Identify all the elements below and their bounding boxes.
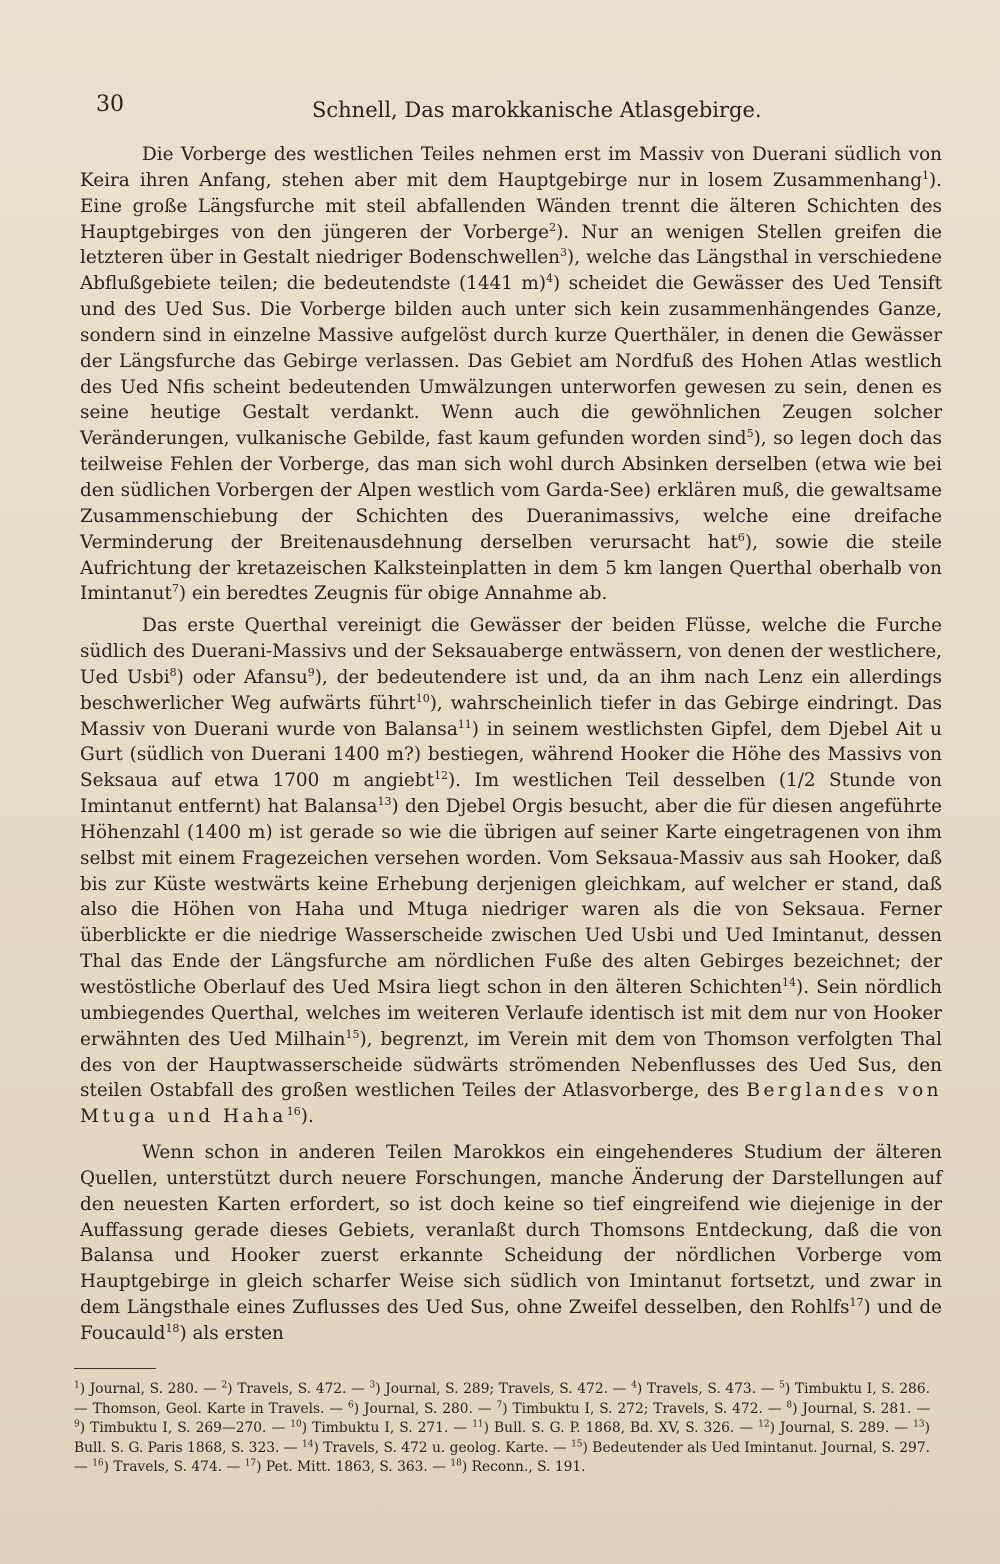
footnote-number: 9 <box>74 1419 80 1430</box>
footnote-text: ) Timbuktu I, S. 286. — Thomson, Geol. Karte in Travels. — <box>74 1381 930 1417</box>
footnote <box>221 1381 369 1397</box>
text-run: Das erste Querthal vereinigt die Gewässer der beiden Flüsse, welche die Furche südlich des Duerani-Massivs und der Seksauaberge entwässern, von denen der westlichere, Ued Usbi <box>80 615 942 688</box>
footnote-ref: 4 <box>546 272 554 286</box>
footnote-ref: 6 <box>737 530 745 544</box>
footnote-divider <box>74 1368 156 1369</box>
footnote-number: 14 <box>302 1438 314 1449</box>
text-run: ), sowie die steile Aufrichtung der kretazeischen Kalksteinplatten in dem 5 km langen Querthal oberhalb von Imintanut <box>80 531 942 605</box>
footnote <box>450 1459 585 1475</box>
footnote-ref: 7 <box>171 582 179 596</box>
paragraph-2 <box>80 613 942 1130</box>
text-run: ) in seinem westlichsten Gipfel, dem Djebel Ait u Gurt (südlich von Duerani 1400 m?) bestiegen, während Hooker die Höhe des Massivs von Seksaua auf etwa 1700 m angiebt <box>80 718 942 792</box>
footnote-number: 2 <box>221 1380 228 1391</box>
footnote-number: 11 <box>472 1419 484 1430</box>
footnote-text: ) Travels, S. 473. — <box>636 1381 780 1397</box>
footnote <box>302 1440 571 1456</box>
footnote-ref: 11 <box>457 717 472 731</box>
body-text <box>80 142 942 1347</box>
text-run: ). Eine große Längsfurche mit steil abfallenden Wänden trennt die älteren Schichten des Hauptgebirges von den jüngeren der Vorberge <box>80 169 942 243</box>
footnote-text: ) Journal, S. 289. — <box>769 1420 914 1436</box>
footnote-ref: 5 <box>746 427 754 441</box>
footnote <box>472 1420 758 1436</box>
text-run: ), so legen doch das teilweise Fehlen der Vorberge, das man sich wohl durch Absinken derselben (etwa wie bei den südlichen Vorbergen der Alpen westlich vom Garda-See) erklären muß, die gewaltsame Zusammenschiebung der Schichten des Dueranimassivs, welche eine dreifache Verminderung der Breitenausdehnung derselben verursacht hat <box>80 428 942 553</box>
footnote <box>74 1381 221 1397</box>
footnote-ref: 8 <box>169 665 177 679</box>
footnote <box>370 1381 632 1397</box>
footnote-number: 17 <box>244 1458 257 1469</box>
text-run: ) ein beredtes Zeugnis für obige Annahme ab. <box>178 583 608 605</box>
footnote-number: 4 <box>631 1380 637 1391</box>
footnote-text: ) Bedeutender als Ued Imintanut. Journal, S. 297. — <box>74 1439 930 1475</box>
footnote <box>74 1420 290 1436</box>
footnote-number: 5 <box>779 1380 785 1391</box>
footnote-number: 18 <box>450 1458 462 1469</box>
text-run: ). Im westlichen Teil desselben ( <box>447 770 787 792</box>
footnote-ref: 17 <box>849 1296 864 1309</box>
footnote-ref: 2 <box>549 220 557 234</box>
footnote <box>290 1420 472 1436</box>
footnote-text: ) Timbuktu I, S. 272; Travels, S. 472. — <box>502 1400 787 1417</box>
footnotes <box>74 1380 930 1478</box>
footnote <box>631 1381 779 1397</box>
footnote-ref: 16 <box>286 1105 301 1119</box>
spaced-emphasis: Berglandes von Mtuga und Haha <box>80 1080 942 1128</box>
footnote-number: 6 <box>348 1399 354 1410</box>
footnote-number: 13 <box>913 1419 925 1430</box>
text-run: ). <box>300 1106 314 1128</box>
footnote-number: 7 <box>496 1399 503 1410</box>
text-run: ) den Djebel Orgis besucht, aber die für diesen angeführte Höhenzahl (1400 m) ist gerade so wie die übrigen auf seiner Karte eingetragenen von ihm selbst mit einem Fragezeichen versehen worden. Vom Seksaua-Massiv aus sah Hooker, daß bis zur Küste westwärts keine Erhebung derjenigen gleichkam, auf welcher er stand, daß also die Höhen von Haha und Mtuga niedriger waren als die von Seksaua. Ferner überblickte er die niedrige Wasserscheide zwischen Ued Usbi und Ued Imintanut, dessen Thal das Ende der Längsfurche am nördlichen Fuße des alten Gebirges bezeichnet; der westöstliche Oberlauf des Ued Msira liegt schon in den älteren Schichten <box>80 796 942 998</box>
paragraph-1 <box>80 142 942 607</box>
footnote-text: ) Journal, S. 280. — <box>79 1381 222 1397</box>
footnote-ref: 15 <box>345 1027 360 1041</box>
text-run: ), welche das Längsthal in verschiedene Abflußgebiete teilen; die bedeutendste (1441 m) <box>80 247 943 295</box>
text-run: ), begrenzt, im Verein mit dem von Thomson verfolgten Thal des von der Hauptwasserscheide südwärts strömenden Nebenflusses des Ued Sus, den steilen Ostabfall des großen westlichen Teiles der Atlasvorberge, des <box>80 1028 942 1102</box>
page-header <box>96 92 946 124</box>
text-run: Stunde von Imintanut entfernt) hat Balansa <box>80 770 942 818</box>
footnote-text: ) Pet. Mitt. 1863, S. 363. — <box>256 1459 451 1475</box>
footnote-ref: 12 <box>433 769 448 783</box>
footnote <box>786 1401 930 1417</box>
paragraph-3 <box>80 1140 942 1347</box>
footnote-number: 1 <box>74 1380 80 1391</box>
footnote-ref: 1 <box>921 168 929 182</box>
footnote <box>348 1401 496 1417</box>
footnote-text: ) Timbuktu I, S. 269—270. — <box>79 1420 291 1436</box>
fraction-half: 1/2 <box>786 770 816 792</box>
footnote-number: 16 <box>92 1458 104 1469</box>
footnote-number: 12 <box>758 1419 770 1430</box>
text-run: ) und de Foucauld <box>80 1297 942 1344</box>
footnote <box>92 1459 245 1475</box>
text-run: ), wahrscheinlich tiefer in das Gebirge eindringt. Das Massiv von Duerani wurde von Balansa <box>80 692 942 740</box>
footnote-number: 10 <box>290 1419 302 1430</box>
footnote-number: 3 <box>369 1380 376 1391</box>
text-run: Wenn schon in anderen Teilen Marokkos ein eingehenderes Studium der älteren Quellen, unterstützt durch neuere Forschungen, manche Änderung der Darstellungen auf den neuesten Karten erfordert, so ist doch keine so tief eingreifend wie diejenige in der Auffassung gerade dieses Gebiets, veranlaßt durch Thomsons Entdeckung, daß die von Balansa und Hooker zuerst erkannte Scheidung der nördlichen Vorberge vom Hauptgebirge in gleich scharfer Weise sich südlich von Imintanut fortsetzt, und zwar in dem Längsthale eines Zuflusses des Ued Sus, ohne Zweifel desselben, den Rohlfs <box>80 1142 942 1319</box>
text-run: ) oder Afansu <box>176 666 308 688</box>
footnote-text: ) Bull. S. G. P. 1868, Bd. XV, S. 326. — <box>483 1420 759 1436</box>
footnote <box>245 1459 451 1475</box>
text-run: ), der bedeutendere ist und, da an ihm nach Lenz ein allerdings beschwerlicher Weg aufwärts führt <box>80 666 942 714</box>
footnote-text: ) Travels, S. 472. — <box>227 1381 370 1397</box>
text-run: ). Nur an wenigen Stellen greifen die letzteren über in Gestalt niedriger Bodenschwellen <box>80 221 942 269</box>
text-run: ) als ersten <box>179 1322 284 1344</box>
footnote-ref: 18 <box>165 1321 180 1335</box>
footnote-ref: 10 <box>415 691 430 705</box>
footnote-ref: 9 <box>307 665 315 679</box>
footnote-text: ) Travels, S. 474. — <box>103 1459 245 1475</box>
footnote-text: ) Journal, S. 280. — <box>353 1400 497 1417</box>
footnote-text: ) Timbuktu I, S. 271. — <box>301 1420 473 1436</box>
footnote-text: ) Journal, S. 289; Travels, S. 472. — <box>375 1381 632 1397</box>
footnote-number: 8 <box>786 1399 793 1410</box>
footnote <box>758 1420 913 1436</box>
text-run: ). Sein nördlich umbiegendes Querthal, welches im weiteren Verlaufe identisch ist mit dem nur von Hooker erwähnten des Ued Milhain <box>80 977 942 1050</box>
text-run: ) scheidet die Gewässer des Ued Tensift und des Ued Sus. Die Vorberge bilden auch unter sich kein zusammenhängendes Ganze, sondern sind in einzelne Massive aufgelöst durch kurze Querthäler, in denen die Gewässer der Längsfurche das Gebirge verlassen. Das Gebiet am Nordfuß des Hohen Atlas westlich des Ued Nfis scheint bedeutenden Umwälzungen unterworfen gewesen zu sein, denen es seine heutige Gestalt verdankt. Wenn auch die gewöhnlichen Zeugen solcher Veränderungen, vulkanische Gebilde, fast kaum gefunden worden sind <box>80 273 943 450</box>
text-run: Die Vorberge des westlichen Teiles nehmen erst im Massiv von Duerani südlich von Keira ihren Anfang, stehen aber mit dem Hauptgebirge nur in losem Zusammenhang <box>80 144 942 191</box>
footnote-text: ) Bull. S. G. Paris 1868, S. 323. — <box>74 1420 931 1456</box>
footnote-ref: 13 <box>377 794 392 808</box>
footnote-text: ) Travels, S. 472 u. geolog. Karte. — <box>313 1439 572 1456</box>
footnote <box>496 1401 786 1417</box>
footnote-text: ) Reconn., S. 191. <box>461 1459 586 1475</box>
page-number: 30 <box>96 92 124 117</box>
footnote-number: 15 <box>571 1438 583 1449</box>
running-title: Schnell, Das marokkanische Atlasgebirge. <box>312 98 762 122</box>
footnote-ref: 14 <box>782 975 797 989</box>
footnote-text: ) Journal, S. 281. — <box>792 1400 931 1417</box>
footnote-ref: 3 <box>560 246 568 260</box>
